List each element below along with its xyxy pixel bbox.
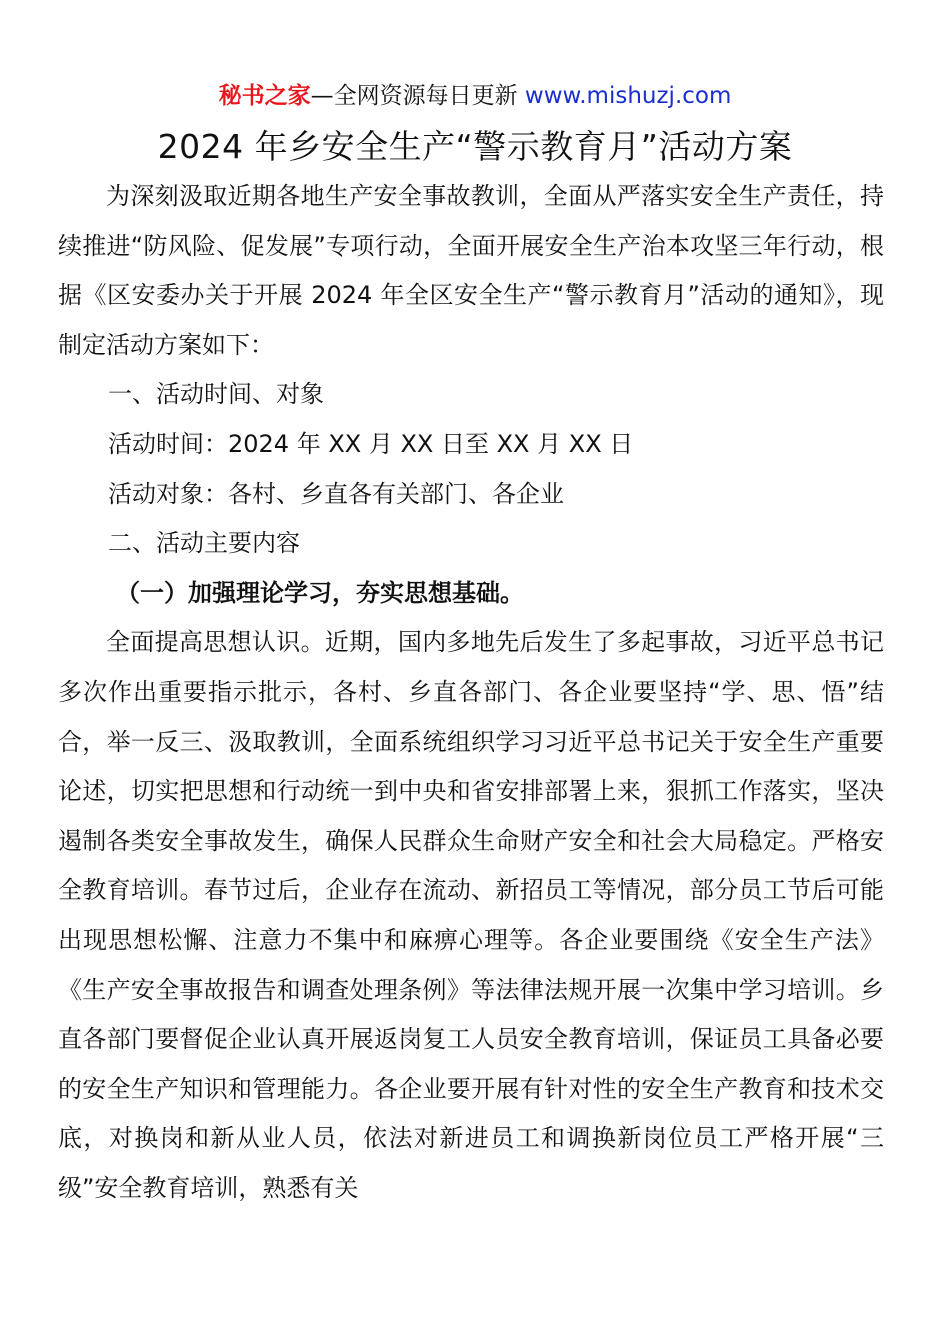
- watermark-brand: 秘书之家: [218, 83, 311, 109]
- watermark-url: www.mishuzj.com: [524, 83, 732, 109]
- intro-paragraph: 为深刻汲取近期各地生产安全事故教训，全面从严落实安全生产责任，持续推进“防风险、促发展”专项行动，全面开展安全生产治本攻坚三年行动，根据《区安委办关于开展 2024 年全区安全生产“警示教育月”活动的通知》，现制定活动方案如下：: [58, 182, 884, 359]
- activity-time-line: 活动时间：2024 年 XX 月 XX 日至 XX 月 XX 日: [108, 429, 634, 458]
- subsection-heading-theory: （一）加强理论学习，夯实思想基础。: [116, 578, 524, 607]
- section-heading-main-content: 二、活动主要内容: [108, 529, 300, 558]
- document-body: [58, 172, 884, 1213]
- watermark-tagline: —全网资源每日更新: [310, 83, 525, 109]
- activity-target-line: 活动对象：各村、乡直各有关部门、各企业: [108, 479, 564, 508]
- section-heading-time-target: 一、活动时间、对象: [108, 380, 324, 409]
- document-title: 2024 年乡安全生产“警示教育月”活动方案: [157, 127, 793, 166]
- subsection-body-paragraph: 全面提高思想认识。近期，国内多地先后发生了多起事故，习近平总书记多次作出重要指示批示，各村、乡直各部门、各企业要坚持“学、思、悟”结合，举一反三、汲取教训，全面系统组织学习习近平总书记关于安全生产重要论述，切实把思想和行动统一到中央和省安排部署上来，狠抓工作落实，坚决遏制各类安全事故发生，确保人民群众生命财产安全和社会大局稳定。严格安全教育培训。春节过后，企业存在流动、新招员工等情况，部分员工节后可能出现思想松懈、注意力不集中和麻痹心理等。各企业要围绕《安全生产法》《生产安全事故报告和调查处理条例》等法律法规开展一次集中学习培训。乡直各部门要督促企业认真开展返岗复工人员安全教育培训，保证员工具备必要的安全生产知识和管理能力。各企业要开展有针对性的安全生产教育和技术交底，对换岗和新从业人员，依法对新进员工和调换新岗位员工严格开展“三级”安全教育培训，熟悉有关: [58, 628, 884, 1202]
- watermark-banner: [0, 80, 950, 112]
